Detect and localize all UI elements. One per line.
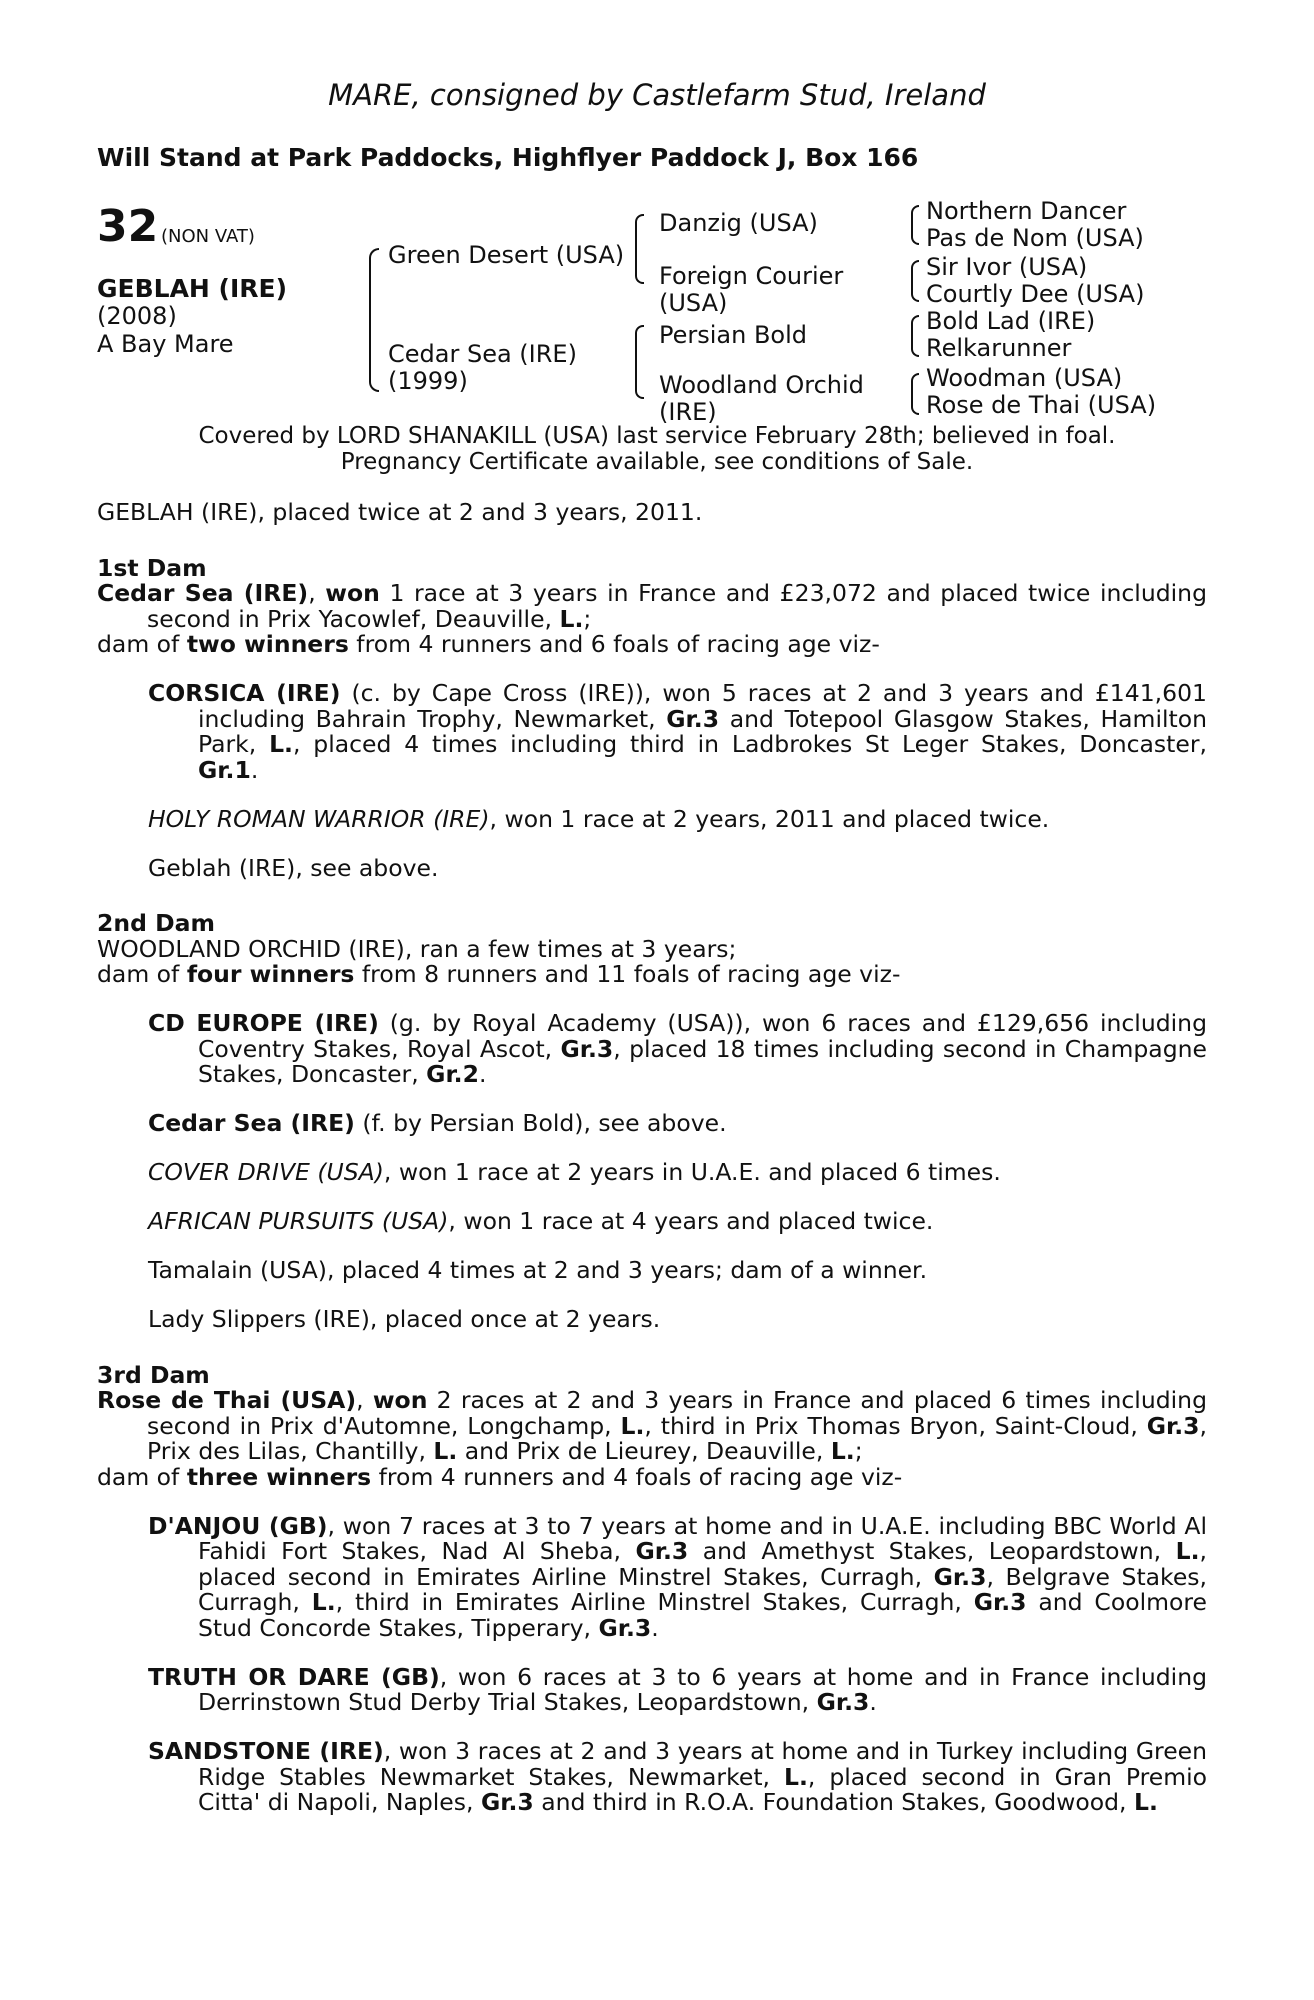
listed-mark: L. — [269, 730, 293, 758]
produce-danjou — [148, 1511, 1208, 1642]
runners-text: from 4 runners and 6 foals of racing age viz- — [348, 630, 880, 658]
punctuation: ; — [583, 604, 592, 633]
listed-mark: L. — [620, 1411, 645, 1440]
pedigree-sdd: Courtly Dee (USA) — [926, 280, 1145, 308]
pedigree-dam-line1: Cedar Sea (IRE) — [388, 340, 577, 368]
consignor-header: MARE, consigned by Castlefarm Stud, Ireland — [328, 78, 986, 112]
produce-text: and Coolmore Stud Concorde Stakes, Tipperary, — [198, 1588, 1208, 1642]
produce-text: and Amethyst Stakes, Leopardstown, — [688, 1537, 1176, 1565]
pedigree-brace-dam — [635, 325, 644, 399]
produce-cover-drive — [148, 1160, 1207, 1186]
vat-status: (NON VAT) — [161, 226, 255, 247]
punctuation: . — [869, 1688, 877, 1716]
dam-of-label: dam of — [97, 1462, 187, 1491]
covered-line1: Covered by LORD SHANAKILL (USA) last service February 28th; believed in foal. — [198, 423, 1116, 449]
produce-text: and third in R.O.A. Foundation Stakes, Goodwood, — [533, 1788, 1134, 1816]
produce-name: TRUTH OR DARE (GB) — [148, 1662, 440, 1691]
pedigree-block — [97, 197, 1217, 430]
group-mark: Gr.3 — [480, 1788, 534, 1816]
group-mark: Gr.1 — [198, 755, 251, 784]
third-dam-text: , Prix des Lilas, Chantilly, — [147, 1411, 1207, 1465]
dam-of-label: dam of — [97, 630, 187, 658]
pedigree-sss: Northern Dancer — [926, 197, 1127, 225]
produce-truth-or-dare — [148, 1662, 1207, 1716]
first-dam-text: 1 race at 3 years in France and £23,072 and placed twice including second in Prix Yacowlef, Deauville, — [147, 579, 1207, 633]
group-mark: Gr.3 — [598, 1613, 652, 1642]
produce-text: , third in Emirates Airline Minstrel Stakes, Curragh, — [335, 1588, 974, 1616]
covered-line2: Pregnancy Certificate available, see conditions of Sale. — [340, 449, 974, 475]
produce-name: AFRICAN PURSUITS (USA) — [148, 1207, 449, 1235]
produce-name: CD EUROPE (IRE) — [148, 1009, 379, 1037]
pedigree-dam-sire: Persian Bold — [659, 321, 808, 349]
produce-name: HOLY ROMAN WARRIOR (IRE) — [148, 804, 490, 833]
third-dam-heading: 3rd Dam — [97, 1360, 210, 1389]
winners-count: three winners — [186, 1462, 372, 1491]
pedigree-dds: Woodman (USA) — [926, 364, 1123, 392]
produce-text: (c. by Cape Cross (IRE)), won 5 races at 2 and 3 years and £141,601 including Bahrain Trophy, Newmarket, — [198, 679, 1207, 733]
first-dam-won: won — [325, 579, 380, 607]
dam-of-label: dam of — [97, 960, 187, 988]
produce-text: , won 1 race at 4 years and placed twice. — [448, 1207, 934, 1235]
pedigree-sire-dam-line2: (USA) — [659, 289, 728, 317]
produce-text: , placed 4 times including third in Ladbrokes St Leger Stakes, Doncaster, — [292, 730, 1207, 758]
second-dam-produce-summary — [97, 962, 1207, 988]
group-mark: Gr.3 — [635, 1537, 689, 1565]
produce-corsica — [148, 681, 1207, 783]
group-mark: Gr.3 — [973, 1588, 1027, 1616]
group-mark: Gr.3 — [816, 1688, 870, 1716]
horse-name: GEBLAH (IRE) — [97, 274, 288, 303]
produce-text: , placed second in Gran Premio Citta' di Napoli, Naples, — [198, 1762, 1207, 1816]
listed-mark: L. — [559, 604, 584, 633]
second-dam-heading: 2nd Dam — [97, 909, 215, 937]
produce-african-pursuits — [148, 1209, 1207, 1235]
pedigree-sire-sire: Danzig (USA) — [659, 209, 818, 237]
produce-name: CORSICA (IRE) — [148, 679, 341, 707]
produce-name: Cedar Sea (IRE) — [148, 1109, 355, 1137]
produce-text: , won 3 races at 2 and 3 years at home and in Turkey including Green Ridge Stables Newmarket Stakes, Newmarket, — [198, 1737, 1207, 1791]
horse-summary: GEBLAH (IRE), placed twice at 2 and 3 years, 2011. — [97, 498, 703, 526]
pedigree-brace-3d — [911, 373, 919, 415]
group-mark: Gr.3 — [560, 1034, 614, 1063]
horse-description: A Bay Mare — [97, 330, 234, 358]
pedigree-ddd: Rose de Thai (USA) — [926, 391, 1157, 419]
punctuation: . — [651, 1613, 659, 1642]
third-dam-produce-summary — [97, 1462, 1207, 1491]
winners-count: two winners — [186, 630, 349, 658]
produce-name: D'ANJOU (GB) — [148, 1511, 328, 1540]
pedigree-sire: Green Desert (USA) — [388, 241, 625, 269]
punctuation: . — [478, 1060, 487, 1088]
punctuation: ; — [854, 1437, 863, 1465]
punctuation: . — [250, 755, 259, 784]
first-dam-produce-summary — [97, 632, 1207, 658]
produce-cd-europe — [148, 1011, 1207, 1088]
first-dam-heading: 1st Dam — [97, 553, 207, 582]
pedigree-sire-dam-line1: Foreign Courier — [659, 262, 844, 290]
first-dam-record: Cedar Sea (IRE), won 1 race at 3 years in France and £23,072 and placed twice including second in Prix Yacowlef, Deauville, L.; — [97, 579, 1207, 633]
runners-text: from 4 runners and 4 foals of racing age viz- — [371, 1462, 903, 1491]
produce-sandstone — [148, 1739, 1207, 1816]
runners-text: from 8 runners and 11 foals of racing age viz- — [354, 960, 901, 988]
produce-text: (f. by Persian Bold), see above. — [354, 1109, 727, 1137]
lot-number: 32 — [97, 201, 159, 252]
produce-cedar-sea — [148, 1111, 1207, 1137]
first-dam-name: Cedar Sea (IRE) — [97, 579, 309, 607]
group-mark: Gr.2 — [426, 1060, 479, 1088]
produce-text: , won 1 race at 2 years, 2011 and placed twice. — [489, 804, 1050, 833]
second-dam-record: WOODLAND ORCHID (IRE), ran a few times at 3 years; — [97, 934, 737, 963]
pedigree-ssd: Pas de Nom (USA) — [926, 224, 1144, 252]
pedigree-brace-3b — [911, 260, 919, 302]
pedigree-dsd: Relkarunner — [926, 334, 1072, 362]
listed-mark: L. — [311, 1588, 336, 1616]
produce-lady-slippers: Lady Slippers (IRE), placed once at 2 years. — [148, 1305, 661, 1333]
group-mark: Gr.3 — [1146, 1411, 1200, 1440]
pedigree-brace-3a — [911, 205, 919, 245]
third-dam-name: Rose de Thai (USA) — [97, 1386, 357, 1414]
produce-tamalain: Tamalain (USA), placed 4 times at 2 and 3 years; dam of a winner. — [148, 1256, 928, 1284]
covered-note — [0, 423, 1314, 475]
produce-text: , won 7 races at 3 to 7 years at home and in U.A.E. including BBC World Al Fahidi Fort Stakes, Nad Al Sheba, — [198, 1511, 1207, 1565]
produce-holy-roman-warrior — [148, 804, 1207, 833]
pedigree-dam-line2: (1999) — [388, 367, 468, 395]
third-dam-text: 2 races at 2 and 3 years in France and placed 6 times including second in Prix d'Automne, Longchamp, — [147, 1386, 1207, 1440]
listed-mark: L. — [433, 1437, 458, 1465]
pedigree-sds: Sir Ivor (USA) — [926, 253, 1088, 281]
stand-location: Will Stand at Park Paddocks, Highflyer Paddock J, Box 166 — [97, 143, 919, 172]
produce-geblah: Geblah (IRE), see above. — [148, 853, 439, 882]
produce-text: , Belgrave Stakes, Curragh, — [198, 1562, 1208, 1616]
pedigree-brace-gen1 — [369, 248, 379, 392]
pedigree-brace-3c — [911, 315, 919, 357]
pedigree-dam-dam-line1: Woodland Orchid — [659, 371, 864, 399]
winners-count: four winners — [186, 960, 355, 988]
produce-text: , placed 18 times including second in Champagne Stakes, Doncaster, — [198, 1034, 1207, 1088]
pedigree-dam-dam-line2: (IRE) — [659, 398, 717, 426]
produce-text: and Totepool Glasgow Stakes, Hamilton Park, — [198, 704, 1207, 758]
listed-mark: L. — [784, 1762, 808, 1791]
listed-mark: L. — [830, 1437, 855, 1465]
produce-name: COVER DRIVE (USA) — [148, 1158, 384, 1186]
catalogue-body — [97, 500, 1207, 1839]
produce-text: , won 6 races at 3 to 6 years at home and in France including Derrinstown Stud Derby Trial Stakes, Leopardstown, — [198, 1662, 1207, 1716]
produce-text: , won 1 race at 2 years in U.A.E. and placed 6 times. — [383, 1158, 1001, 1186]
produce-name: SANDSTONE (IRE) — [148, 1737, 384, 1765]
group-mark: Gr.3 — [666, 704, 720, 733]
produce-text: (g. by Royal Academy (USA)), won 6 races and £129,656 including Coventry Stakes, Royal Ascot, — [198, 1009, 1207, 1063]
pedigree-dss: Bold Lad (IRE) — [926, 307, 1096, 335]
third-dam-record: Rose de Thai (USA), won 2 races at 2 and 3 years in France and placed 6 times including second in Prix d'Automne, Longchamp, L., third in Prix Thomas Bryon, Saint-Cloud, Gr.3, Prix des Lilas, Chantilly, L. and Prix de Lieurey, Deauville, L.; — [97, 1386, 1207, 1465]
third-dam-won: won — [372, 1386, 428, 1414]
group-mark: Gr.3 — [933, 1562, 987, 1591]
produce-text: , placed second in Emirates Airline Minstrel Stakes, Curragh, — [198, 1537, 1207, 1591]
third-dam-text: and Prix de Lieurey, Deauville, — [457, 1437, 831, 1465]
horse-year: (2008) — [97, 302, 177, 330]
listed-mark: L. — [1133, 1788, 1158, 1816]
pedigree-brace-sire — [635, 214, 644, 284]
third-dam-text: , third in Prix Thomas Bryon, Saint-Cloud, — [644, 1411, 1147, 1440]
listed-mark: L. — [1175, 1537, 1200, 1565]
